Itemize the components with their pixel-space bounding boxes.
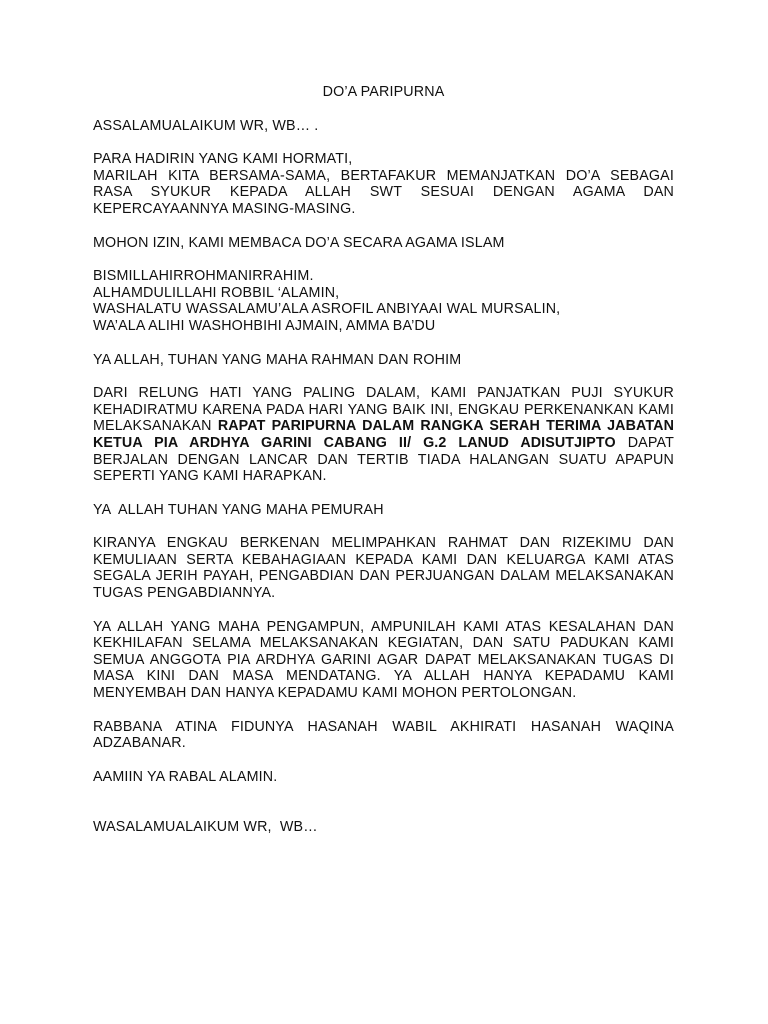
- paragraph-forgiveness: YA ALLAH YANG MAHA PENGAMPUN, AMPUNILAH KAMI ATAS KESALAHAN DAN KEKHILAFAN SELAMA MELAKSANAKAN KEGIATAN, DAN SATU PADUKAN KAMI SEMUA ANGGOTA PIA ARDHYA GARINI AGAR DAPAT MELAKSANAKAN TUGAS DI MASA KINI DAN MASA MENDATANG. YA ALLAH HANYA KEPADAMU KAMI MENYEMBAH DAN HANYA KEPADAMU KAMI MOHON PERTOLONGAN.: [93, 618, 674, 702]
- opening-verses: [93, 268, 674, 334]
- spacer: [93, 802, 674, 819]
- event-name-bold: RAPAT PARIPURNA DALAM RANGKA SERAH TERIMA JABATAN KETUA PIA ARDHYA GARINI CABANG II/ G.2 LANUD ADISUTJIPTO: [93, 418, 674, 451]
- paragraph-blessing: KIRANYA ENGKAU BERKENAN MELIMPAHKAN RAHMAT DAN RIZEKIMU DAN KEMULIAAN SERTA KEBAHAGIAAN KEPADA KAMI DAN KELUARGA KAMI ATAS SEGALA JERIH PAYAH, PENGABDIAN DAN PERJUANGAN DALAM MELAKSANAKAN TUGAS PENGABDIANNYA.: [93, 535, 674, 602]
- gratitude-continuation: DAPAT BERJALAN DENGAN LANCAR DAN TERTIB TIADA HALANGAN SUATU APAPUN SEPERTI YANG KAMI HARAPKAN.: [93, 434, 674, 485]
- opening-line: BISMILLAHIRROHMANIRRAHIM.: [93, 268, 314, 285]
- audience-invitation: MARILAH KITA BERSAMA-SAMA, BERTAFAKUR MEMANJATKAN DO’A SEBAGAI RASA SYUKUR KEPADA ALLAH SWT SESUAI DENGAN AGAMA DAN KEPERCAYAANNYA MASING-MASING.: [93, 167, 674, 217]
- audience-salutation: PARA HADIRIN YANG KAMI HORMATI,: [93, 151, 353, 168]
- document-title: DO’A PARIPURNA: [322, 84, 445, 100]
- permission-line: MOHON IZIN, KAMI MEMBACA DO’A SECARA AGAMA ISLAM: [93, 234, 505, 251]
- invocation-pemurah: YA ALLAH TUHAN YANG MAHA PEMURAH: [93, 501, 384, 518]
- paragraph-gratitude: [93, 385, 674, 485]
- paragraph-audience: [93, 151, 674, 217]
- opening-line: ALHAMDULILLAHI ROBBIL ‘ALAMIN,: [93, 284, 340, 301]
- closing-greeting: WASALAMUALAIKUM WR, WB…: [93, 819, 318, 836]
- opening-line: WA’ALA ALIHI WASHOHBIHI AJMAIN, AMMA BA’DU: [93, 317, 436, 334]
- gratitude-text: DARI RELUNG HATI YANG PALING DALAM, KAMI PANJATKAN PUJI SYUKUR KEHADIRATMU KARENA PADA HARI YANG BAIK INI, ENGKAU PERKENANKAN KAMI MELAKSANAKAN: [93, 385, 674, 435]
- greeting: ASSALAMUALAIKUM WR, WB… .: [93, 117, 319, 134]
- invocation-rahman: YA ALLAH, TUHAN YANG MAHA RAHMAN DAN ROHIM: [93, 351, 462, 368]
- paragraph-rabbana: RABBANA ATINA FIDUNYA HASANAH WABIL AKHIRATI HASANAH WAQINA ADZABANAR.: [93, 718, 674, 752]
- amen-line: AAMIIN YA RABAL ALAMIN.: [93, 768, 278, 785]
- document-page: [93, 84, 674, 853]
- opening-line: WASHALATU WASSALAMU’ALA ASROFIL ANBIYAAI WAL MURSALIN,: [93, 301, 561, 318]
